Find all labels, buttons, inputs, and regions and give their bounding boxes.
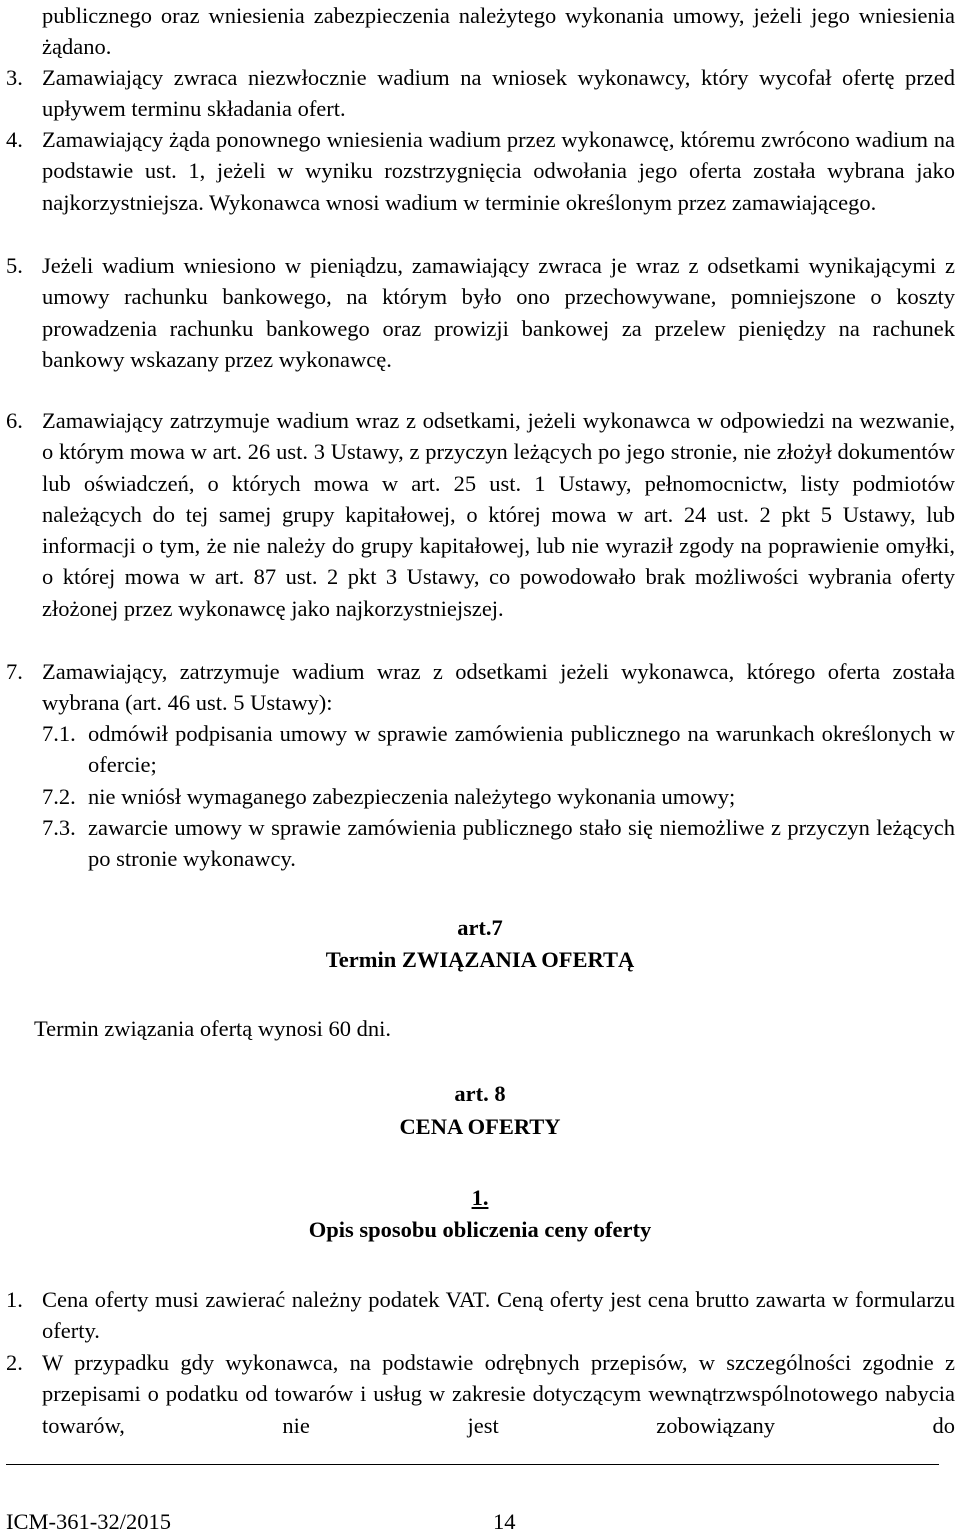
list-item	[0, 656, 955, 719]
sub-list-item-text: nie wniósł wymaganego zabezpieczenia należytego wykonania umowy;	[88, 784, 736, 809]
list-item	[0, 62, 955, 125]
list-item-number: 1.	[6, 1287, 23, 1312]
list-item-text: Jeżeli wadium wniesiono w pieniądzu, zamawiający zwraca je wraz z odsetkami wynikającymi z umowy rachunku bankowego, na którym było ono przechowywane, pomniejszone o koszty prowadzenia rachunku bankowego oraz prowizji bankowej za przelew pieniędzy na rachunek bankowy wskazany przez wykonawcę.	[42, 253, 955, 372]
article-number: art.7	[457, 915, 503, 940]
article-title: Termin ZWIĄZANIA OFERTĄ	[325, 947, 635, 972]
list-item-number: 7.	[6, 659, 23, 684]
section-title: Opis sposobu obliczenia ceny oferty	[308, 1217, 652, 1242]
sub-list-item	[42, 718, 955, 781]
continued-paragraph: publicznego oraz wniesienia zabezpieczenia należytego wykonania umowy, jeżeli jego wniesienia żądano.	[42, 3, 955, 60]
sub-list-item-text: odmówił podpisania umowy w sprawie zamówienia publicznego na warunkach określonych w ofercie;	[88, 721, 955, 778]
list-item-text: Zamawiający zatrzymuje wadium wraz z odsetkami, jeżeli wykonawca w odpowiedzi na wezwanie, o którym mowa w art. 26 ust. 3 Ustawy, z przyczyn leżących po jego stronie, nie złożył dokumentów lub oświadczeń, o których mowa w art. 25 ust. 1 Ustawy, pełnomocnictw, listy podmiotów należących do tej samej grupy kapitałowej, o której mowa w art. 24 ust. 2 pkt 5 Ustawy, lub informacji o tym, że nie należy do grupy kapitałowej, lub nie wyraził zgody na poprawienie omyłki, o której mowa w art. 87 ust. 2 pkt 3 Ustawy, co powodowało brak możliwości wybrania oferty złożonej przez wykonawcę jako najkorzystniejszej.	[42, 408, 955, 621]
list-item-number: 3.	[6, 65, 23, 90]
sub-list-item-text: zawarcie umowy w sprawie zamówienia publicznego stało się niemożliwe z przyczyn leżących po stronie wykonawcy.	[88, 815, 955, 872]
section-number	[0, 1182, 960, 1213]
list-item-text: W przypadku gdy wykonawca, na podstawie odrębnych przepisów, w szczególności zgodnie z przepisami o podatku od towarów i usług w zakresie dotyczącym wewnątrzwspólnotowego nabycia towarów, nie jest zobowiązany do	[42, 1350, 955, 1438]
list-item	[0, 1284, 955, 1347]
list-item-number: 5.	[6, 253, 23, 278]
sub-list-item-number: 7.2.	[42, 784, 76, 809]
list-item	[0, 124, 955, 218]
list-item-number: 6.	[6, 408, 23, 433]
sub-list-item	[42, 781, 955, 812]
list-item-text: Zamawiający zwraca niezwłocznie wadium na wniosek wykonawcy, który wycofał ofertę przed upływem terminu składania ofert.	[42, 65, 955, 122]
article-title: CENA OFERTY	[399, 1114, 561, 1139]
footer-page-number: 14	[493, 1509, 516, 1534]
list-item-text: Cena oferty musi zawierać należny podatek VAT. Ceną oferty jest cena brutto zawarta w formularzu oferty.	[42, 1287, 955, 1344]
footer-doc-id: ICM-361-32/2015	[6, 1509, 171, 1534]
list-item-number: 2.	[6, 1350, 23, 1375]
sub-list-item	[42, 812, 955, 875]
list-item-number: 4.	[6, 127, 23, 152]
list-item	[0, 405, 955, 624]
list-item-text: Zamawiający żąda ponownego wniesienia wadium przez wykonawcę, któremu zwrócono wadium na podstawie ust. 1, jeżeli w wyniku rozstrzygnięcia odwołania jego oferta została wybrana jako najkorzystniejsza. Wykonawca wnosi wadium w terminie określonym przez zamawiającego.	[42, 127, 955, 215]
article-number: art. 8	[454, 1081, 506, 1106]
article-body: Termin związania ofertą wynosi 60 dni.	[34, 1016, 392, 1041]
sub-list-item-number: 7.3.	[42, 815, 76, 840]
list-item	[0, 250, 955, 375]
footer-divider	[6, 1464, 939, 1465]
sub-list-item-number: 7.1.	[42, 721, 76, 746]
section-number-text: 1.	[471, 1185, 489, 1210]
list-item	[0, 1347, 955, 1441]
list-item-text: Zamawiający, zatrzymuje wadium wraz z odsetkami jeżeli wykonawca, którego oferta została wybrana (art. 46 ust. 5 Ustawy):	[42, 659, 955, 716]
